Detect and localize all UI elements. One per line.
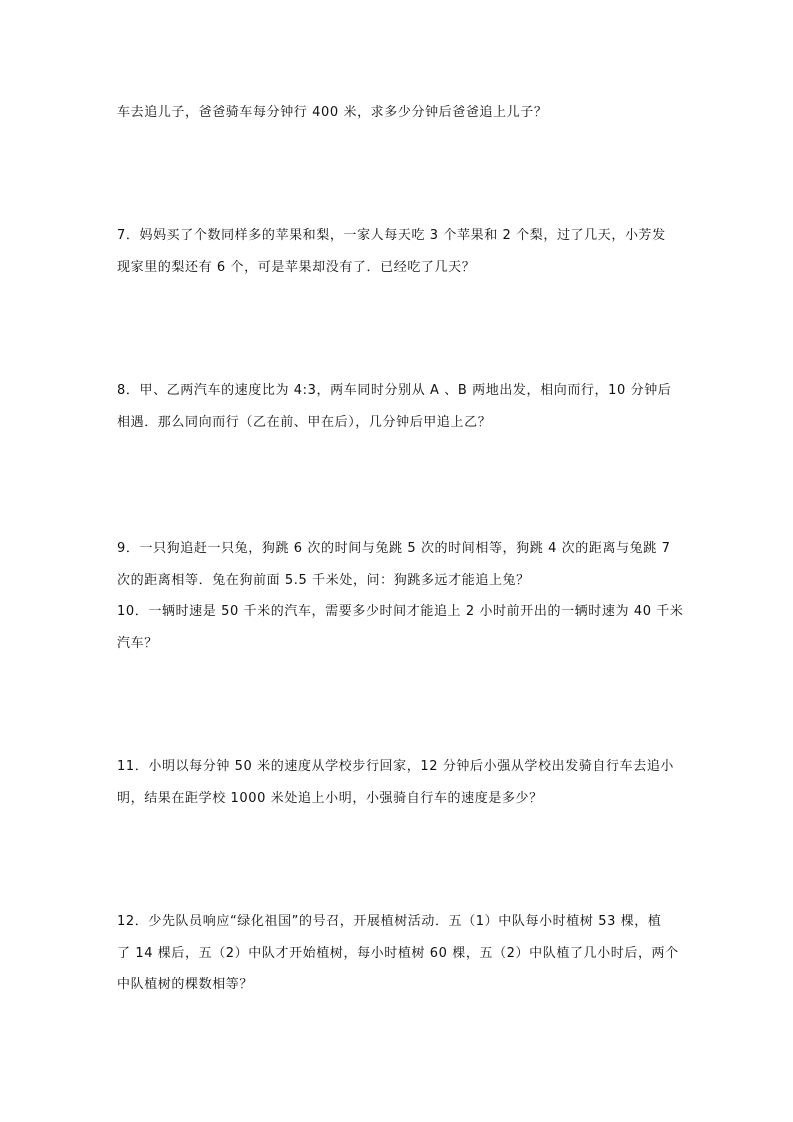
problem-line: 8．甲、乙两汽车的速度比为 4:3，两车同时分别从 A 、B 两地出发，相向而行，10 分钟后 xyxy=(117,383,672,398)
problem-line: 7．妈妈买了个数同样多的苹果和梨，一家人每天吃 3 个苹果和 2 个梨，过了几天，小芳发 xyxy=(117,228,666,243)
problem-line: 了 14 棵后，五（2）中队才开始植树，每小时植树 60 棵，五（2）中队植了几小时后，两个 xyxy=(117,946,679,961)
problem-line: 中队植树的棵数相等？ xyxy=(117,977,254,992)
problem-line: 11．小明以每分钟 50 米的速度从学校步行回家，12 分钟后小强从学校出发骑自行车去追小 xyxy=(117,759,675,774)
problem-line: 次的距离相等．兔在狗前面 5.5 千米处，问：狗跳多远才能追上兔？ xyxy=(117,573,530,588)
problem-line: 车去追儿子，爸爸骑车每分钟行 400 米，求多少分钟后爸爸追上儿子？ xyxy=(117,105,548,120)
problem-line: 12．少先队员响应“绿化祖国”的号召，开展植树活动．五（1）中队每小时植树 53 棵，植 xyxy=(117,914,662,929)
problem-line: 现家里的梨还有 6 个，可是苹果却没有了．已经吃了几天？ xyxy=(117,260,476,275)
problem-line: 10．一辆时速是 50 千米的汽车，需要多少时间才能追上 2 小时前开出的一辆时速为 40 千米 xyxy=(117,604,684,619)
problem-line: 汽车？ xyxy=(117,636,158,651)
problem-line: 相遇．那么同向而行（乙在前、甲在后），几分钟后甲追上乙？ xyxy=(117,415,492,430)
problem-line: 明，结果在距学校 1000 米处追上小明，小强骑自行车的速度是多少？ xyxy=(117,791,543,806)
problem-line: 9．一只狗追赶一只兔，狗跳 6 次的时间与兔跳 5 次的时间相等，狗跳 4 次的距离与兔跳 7 xyxy=(117,541,671,556)
